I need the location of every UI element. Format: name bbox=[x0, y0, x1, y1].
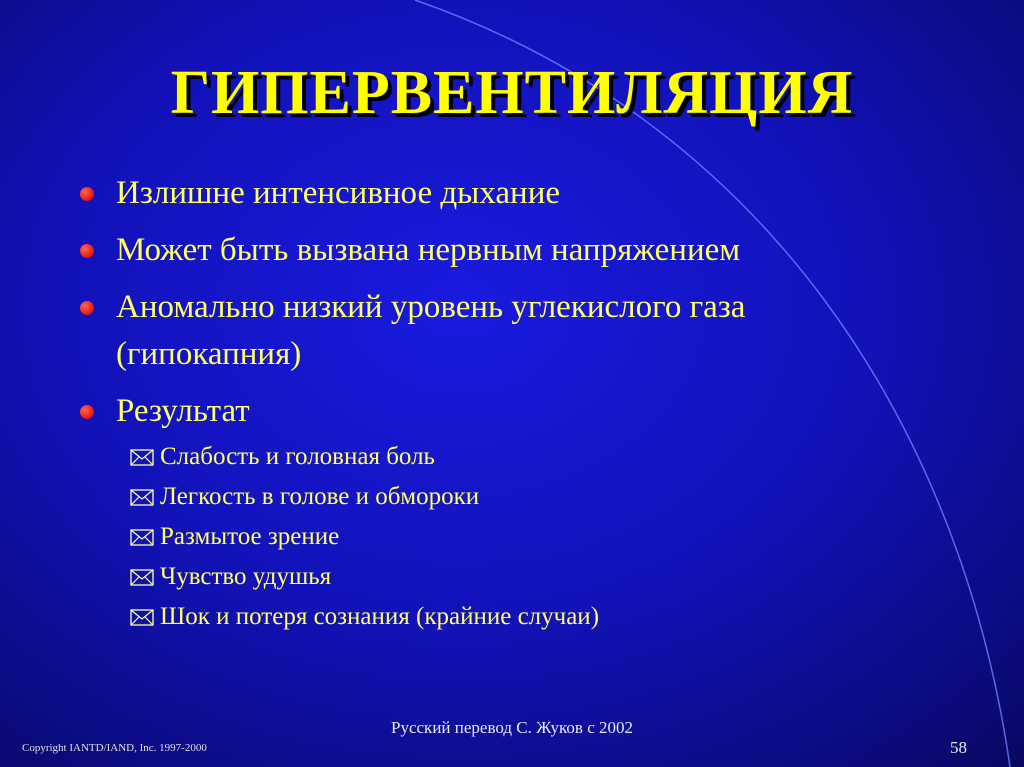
envelope-icon bbox=[130, 609, 156, 627]
sub-bullet-text: Шок и потеря сознания (крайние случаи) bbox=[160, 603, 600, 630]
copyright-text: Copyright IANTD/IAND, Inc. 1997-2000 bbox=[22, 742, 207, 754]
envelope-icon bbox=[130, 529, 156, 547]
red-dot-icon bbox=[80, 301, 94, 315]
bullet-text: Аномально низкий уровень углекислого газа (гипокапния) bbox=[116, 289, 746, 372]
sub-bullet-item bbox=[130, 557, 938, 597]
red-dot-icon bbox=[80, 187, 94, 201]
sub-bullet-item bbox=[130, 477, 938, 517]
translation-credit: Русский перевод С. Жуков с 2002 bbox=[391, 718, 633, 737]
bullet-item bbox=[78, 284, 938, 378]
bullet-text: Излишне интенсивное дыхание bbox=[116, 175, 561, 211]
envelope-icon bbox=[130, 449, 156, 467]
sub-bullet-item bbox=[130, 597, 938, 637]
envelope-icon bbox=[130, 569, 156, 587]
red-dot-icon bbox=[80, 405, 94, 419]
sub-bullet-item bbox=[130, 437, 938, 477]
page-number: 58 bbox=[950, 738, 967, 757]
slide-title: ГИПЕРВЕНТИЛЯЦИЯ bbox=[170, 59, 854, 127]
sub-bullet-text: Размытое зрение bbox=[160, 523, 340, 550]
red-dot-icon bbox=[80, 244, 94, 258]
bullet-list bbox=[78, 170, 938, 647]
bullet-item bbox=[78, 170, 938, 217]
envelope-icon bbox=[130, 489, 156, 507]
sub-bullet-text: Чувство удушья bbox=[160, 563, 332, 590]
bullet-text: Может быть вызвана нервным напряжением bbox=[116, 232, 741, 268]
bullet-item bbox=[78, 388, 938, 637]
bullet-item bbox=[78, 227, 938, 274]
sub-bullet-text: Легкость в голове и обмороки bbox=[160, 483, 480, 510]
bullet-text: Результат bbox=[116, 393, 250, 429]
sub-bullet-list bbox=[130, 437, 938, 637]
sub-bullet-item bbox=[130, 517, 938, 557]
sub-bullet-text: Слабость и головная боль bbox=[160, 443, 435, 470]
